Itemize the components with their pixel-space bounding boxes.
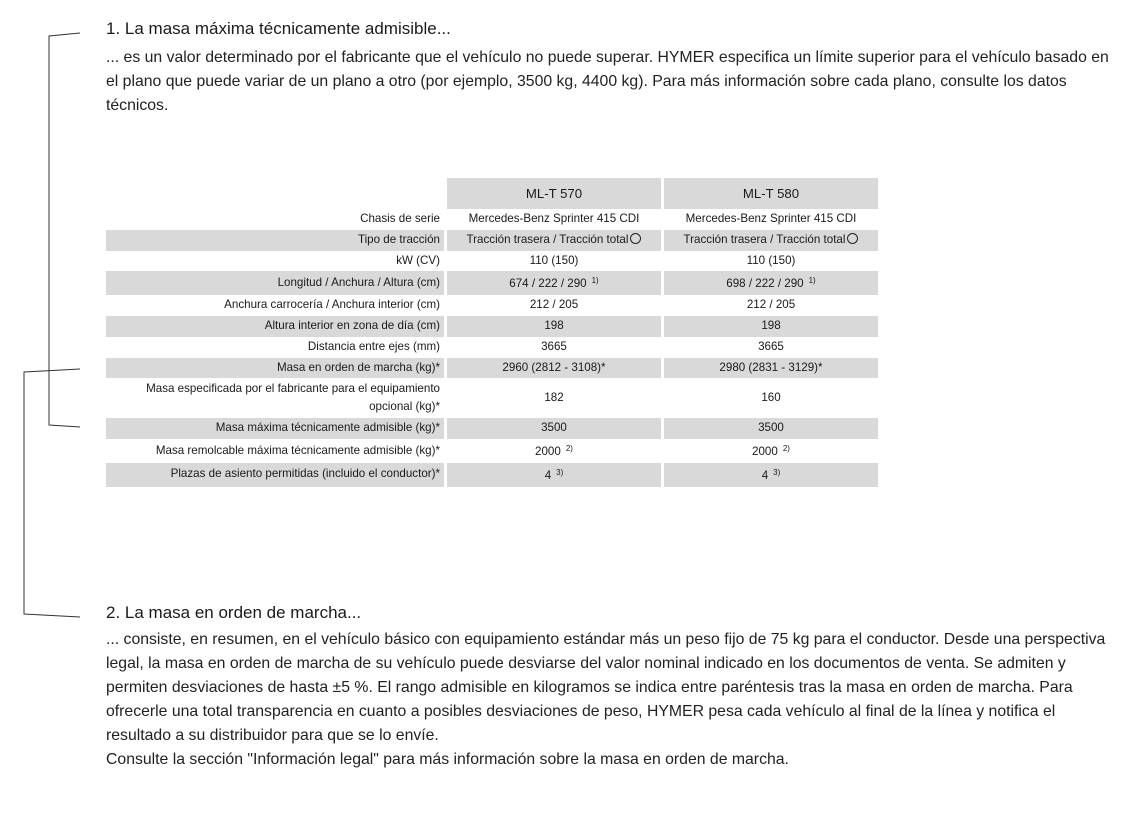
cell-value: 110 (150) (746, 253, 796, 267)
table-row (106, 439, 878, 463)
footnote-marker: 1) (591, 276, 599, 286)
table-row (106, 463, 878, 487)
row-label: Distancia entre ejes (mm) (307, 339, 440, 353)
cell-value: 3500 (664, 418, 878, 439)
cell-value: 4 $^{3)}$ (447, 463, 661, 487)
column-header-ml-t-570: ML-T 570 (447, 178, 661, 209)
bracket-section1 (49, 33, 80, 427)
cell-value: 2980 (2831 - 3129)* (664, 358, 878, 379)
table-row (106, 358, 878, 379)
cell-value: 3665 (758, 339, 784, 353)
cell-value: Tracción trasera / Tracción total (664, 230, 878, 251)
row-label: Chasis de serie (360, 212, 440, 225)
cell-value: 3665 (541, 339, 567, 353)
row-label: Altura interior en zona de día (cm) (106, 316, 444, 337)
column-header-ml-t-580: ML-T 580 (664, 178, 878, 209)
circle-option-icon (847, 233, 858, 244)
footnote-marker: 1) (808, 276, 816, 286)
table-row (106, 418, 878, 439)
table-row (106, 271, 878, 295)
spec-table (103, 178, 881, 487)
cell-value: 212 / 205 (529, 298, 579, 312)
row-label: Masa especificada por el fabricante para el equipamiento opcional (kg)* (146, 382, 440, 414)
cell-value: 674 / 222 / 290 $^{1)}$ (447, 271, 661, 295)
table-row (106, 251, 878, 272)
section1-text: ... es un valor determinado por el fabricante que el vehículo no puede superar. HYMER especifica un límite superior para el vehículo basado en el plano que puede variar de un plano a otro (por ejemplo, 3500 kg, 4400 kg). Para más información sobre cada plano, consulte los datos técnicos. (106, 49, 1109, 114)
table-header-row (106, 178, 878, 209)
cell-value: 4 $^{3)}$ (664, 463, 878, 487)
section2-legal-note: Consulte la sección "Información legal" para más información sobre la masa en orden de marcha. (106, 751, 789, 768)
cell-value: 198 (664, 316, 878, 337)
footnote-marker: 2) (565, 444, 573, 454)
row-label: kW (CV) (396, 253, 440, 267)
row-label: Anchura carrocería / Anchura interior (cm) (224, 298, 440, 312)
cell-value: 160 (761, 391, 781, 405)
row-label: Plazas de asiento permitidas (incluido el conductor)* (106, 463, 444, 487)
row-label: Masa en orden de marcha (kg)* (106, 358, 444, 379)
table-row (106, 316, 878, 337)
cell-value: 212 / 205 (746, 298, 796, 312)
table-row (106, 378, 878, 418)
cell-value: 182 (544, 391, 564, 405)
cell-value: 698 / 222 / 290 $^{1)}$ (664, 271, 878, 295)
row-label: Masa máxima técnicamente admisible (kg)* (106, 418, 444, 439)
table-row (106, 295, 878, 316)
section2-text: ... consiste, en resumen, en el vehículo básico con equipamiento estándar más un peso fijo de 75 kg para el conductor. Desde una perspectiva legal, la masa en orden de marcha de su vehículo puede desviarse del valor nominal indicado en los documentos de venta. Se admiten y permiten desviaciones de hasta ±5 %. El rango admisible en kilogramos se indica entre paréntesis tras la masa en orden de marcha. Para ofrecerle una total transparencia en cuanto a posibles desviaciones de peso, HYMER pesa cada vehículo al final de la línea y notifica el resultado a su distribuidor para que se lo envíe. Consulte la sección "Información legal" para más información sobre la masa en orden de marcha. (106, 628, 1116, 772)
section2-heading: 2. La masa en orden de marcha... (106, 603, 362, 622)
circle-option-icon (630, 233, 641, 244)
row-label: Longitud / Anchura / Altura (cm) (106, 271, 444, 295)
cell-value: 198 (447, 316, 661, 337)
cell-value: 2000 $^{2)}$ (535, 444, 573, 459)
cell-value: 3500 (447, 418, 661, 439)
cell-value: 2960 (2812 - 3108)* (447, 358, 661, 379)
cell-value: Mercedes-Benz Sprinter 415 CDI (468, 212, 640, 225)
table-row (106, 209, 878, 230)
cell-value: Mercedes-Benz Sprinter 415 CDI (685, 212, 857, 225)
section1-heading: 1. La masa máxima técnicamente admisible... (106, 19, 451, 38)
footnote-marker: 3) (556, 467, 564, 477)
footnote-marker: 2) (782, 444, 790, 454)
cell-value: 110 (150) (529, 253, 579, 267)
table-row (106, 230, 878, 251)
footnote-marker: 3) (773, 467, 781, 477)
bracket-section2 (24, 369, 80, 617)
row-label: Masa remolcable máxima técnicamente admisible (kg)* (155, 443, 440, 457)
cell-value: 2000 $^{2)}$ (752, 444, 790, 459)
row-label: Tipo de tracción (106, 230, 444, 251)
cell-value: Tracción trasera / Tracción total (447, 230, 661, 251)
table-row (106, 337, 878, 358)
